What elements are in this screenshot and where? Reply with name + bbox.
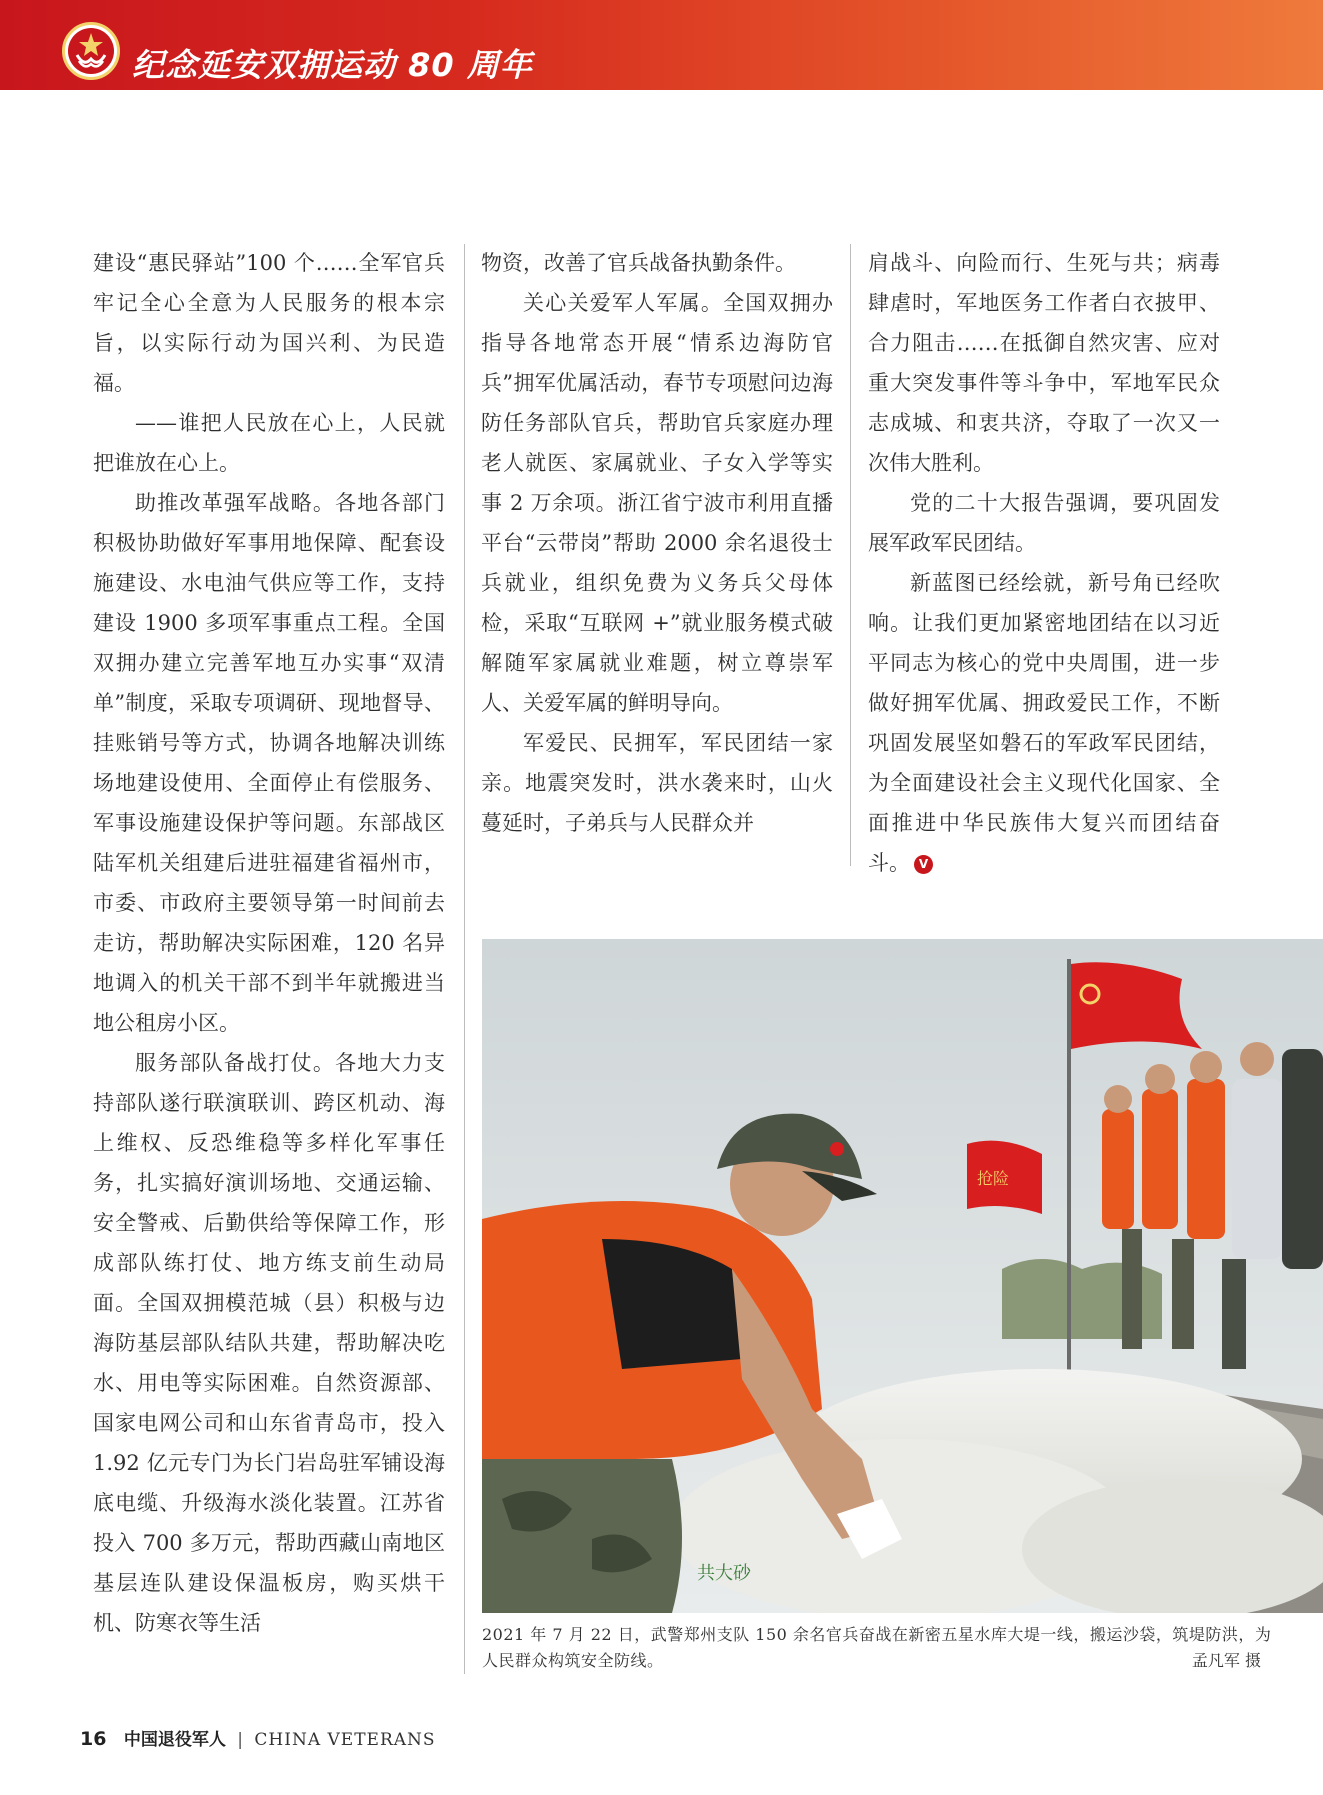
paragraph: 肩战斗、向险而行、生死与共；病毒肆虐时，军地医务工作者白衣披甲、合力阻击……在抵御自然灾害、应对重大突发事件等斗争中，军地军民众志成城、和衷共济，夺取了一次又一次伟大胜利。 xyxy=(868,251,1220,475)
photo-caption: 2021 年 7 月 22 日，武警郑州支队 150 余名官兵奋战在新密五星水库大堤一线，搬运沙袋，筑堤防洪，为人民群众构筑安全防线。 xyxy=(482,1625,1272,1670)
paragraph: 党的二十大报告强调，要巩固发展军政军民团结。 xyxy=(868,491,1220,555)
column-divider xyxy=(464,244,465,1674)
paragraph-text: 新蓝图已经绘就，新号角已经吹响。让我们更加紧密地团结在以习近平同志为核心的党中央周围，进一步做好拥军优属、拥政爱民工作，不断巩固发展坚如磐石的军政军民团结，为全面建设社会主义现代化国家、全面推进中华民族伟大复兴而团结奋斗。 xyxy=(868,571,1220,875)
sandbag-text: 共大砂 xyxy=(697,1563,751,1584)
paragraph: 服务部队备战打仗。各地大力支持部队遂行联演联训、跨区机动、海上维权、反恐维稳等多样化军事任务，扎实搞好演训场地、交通运输、安全警戒、后勤供给等保障工作，形成部队练打仗、地方练支前生动局面。全国双拥模范城（县）积极与边海防基层部队结队共建，帮助解决吃水、用电等实际困难。自然资源部、国家电网公司和山东省青岛市，投入 1.92 亿元专门为长门岩岛驻军铺设海底电缆、升级海水淡化装置。江苏省投入 700 多万元，帮助西藏山南地区基层连队建设保温板房，购买烘干机、防寒衣等生活 xyxy=(93,1051,445,1635)
page-number: 16 xyxy=(80,1728,107,1750)
news-photo xyxy=(482,939,1323,1613)
column-divider xyxy=(850,244,851,866)
paragraph: 军爱民、民拥军，军民团结一家亲。地震突发时，洪水袭来时，山火蔓延时，子弟兵与人民群众并 xyxy=(481,731,833,835)
text-column-3 xyxy=(868,243,1220,883)
paragraph: 关心关爱军人军属。全国双拥办指导各地常态开展“情系边海防官兵”拥军优属活动，春节专项慰问边海防任务部队官兵，帮助官兵家庭办理老人就医、家属就业、子女入学等实事 2 万余项。浙江省宁波市利用直播平台“云带岗”帮助 2000 余名退役士兵就业，组织免费为义务兵父母体检，采取“互联网 +”就业服务模式破解随军家属就业难题，树立尊崇军人、关爱军属的鲜明导向。 xyxy=(481,291,833,715)
text-column-1 xyxy=(93,243,445,1643)
paragraph: 助推改革强军战略。各地各部门积极协助做好军事用地保障、配套设施建设、水电油气供应等工作，支持建设 1900 多项军事重点工程。全国双拥办建立完善军地互办实事“双清单”制度，采取专项调研、现地督导、挂账销号等方式，协调各地解决训练场地建设使用、全面停止有偿服务、军事设施建设保护等问题。东部战区陆军机关组建后进驻福建省福州市，市委、市政府主要领导第一时间前去走访，帮助解决实际困难，120 名异地调入的机关干部不到半年就搬进当地公租房小区。 xyxy=(93,491,445,1035)
page-footer xyxy=(80,1725,436,1754)
footer-separator: | xyxy=(237,1730,243,1750)
bayi-emblem-icon xyxy=(62,22,120,80)
paragraph xyxy=(868,563,1220,883)
header-banner xyxy=(0,0,1323,90)
paragraph: ——谁把人民放在心上，人民就把谁放在心上。 xyxy=(93,411,445,475)
flag-text: 抢险 xyxy=(977,1169,1010,1188)
paragraph: 建设“惠民驿站”100 个……全军官兵牢记全心全意为人民服务的根本宗旨，以实际行动为国兴利、为民造福。 xyxy=(93,251,445,395)
paragraph: 物资，改善了官兵战备执勤条件。 xyxy=(481,251,796,275)
section-title: 纪念延安双拥运动 80 周年 xyxy=(132,46,533,84)
photo-credit: 孟凡军 摄 xyxy=(1191,1651,1261,1670)
end-mark-icon: V xyxy=(914,855,933,874)
text-column-2 xyxy=(481,243,833,843)
magazine-name: 中国退役军人 xyxy=(123,1730,226,1750)
magazine-english-name: CHINA VETERANS xyxy=(254,1730,436,1750)
